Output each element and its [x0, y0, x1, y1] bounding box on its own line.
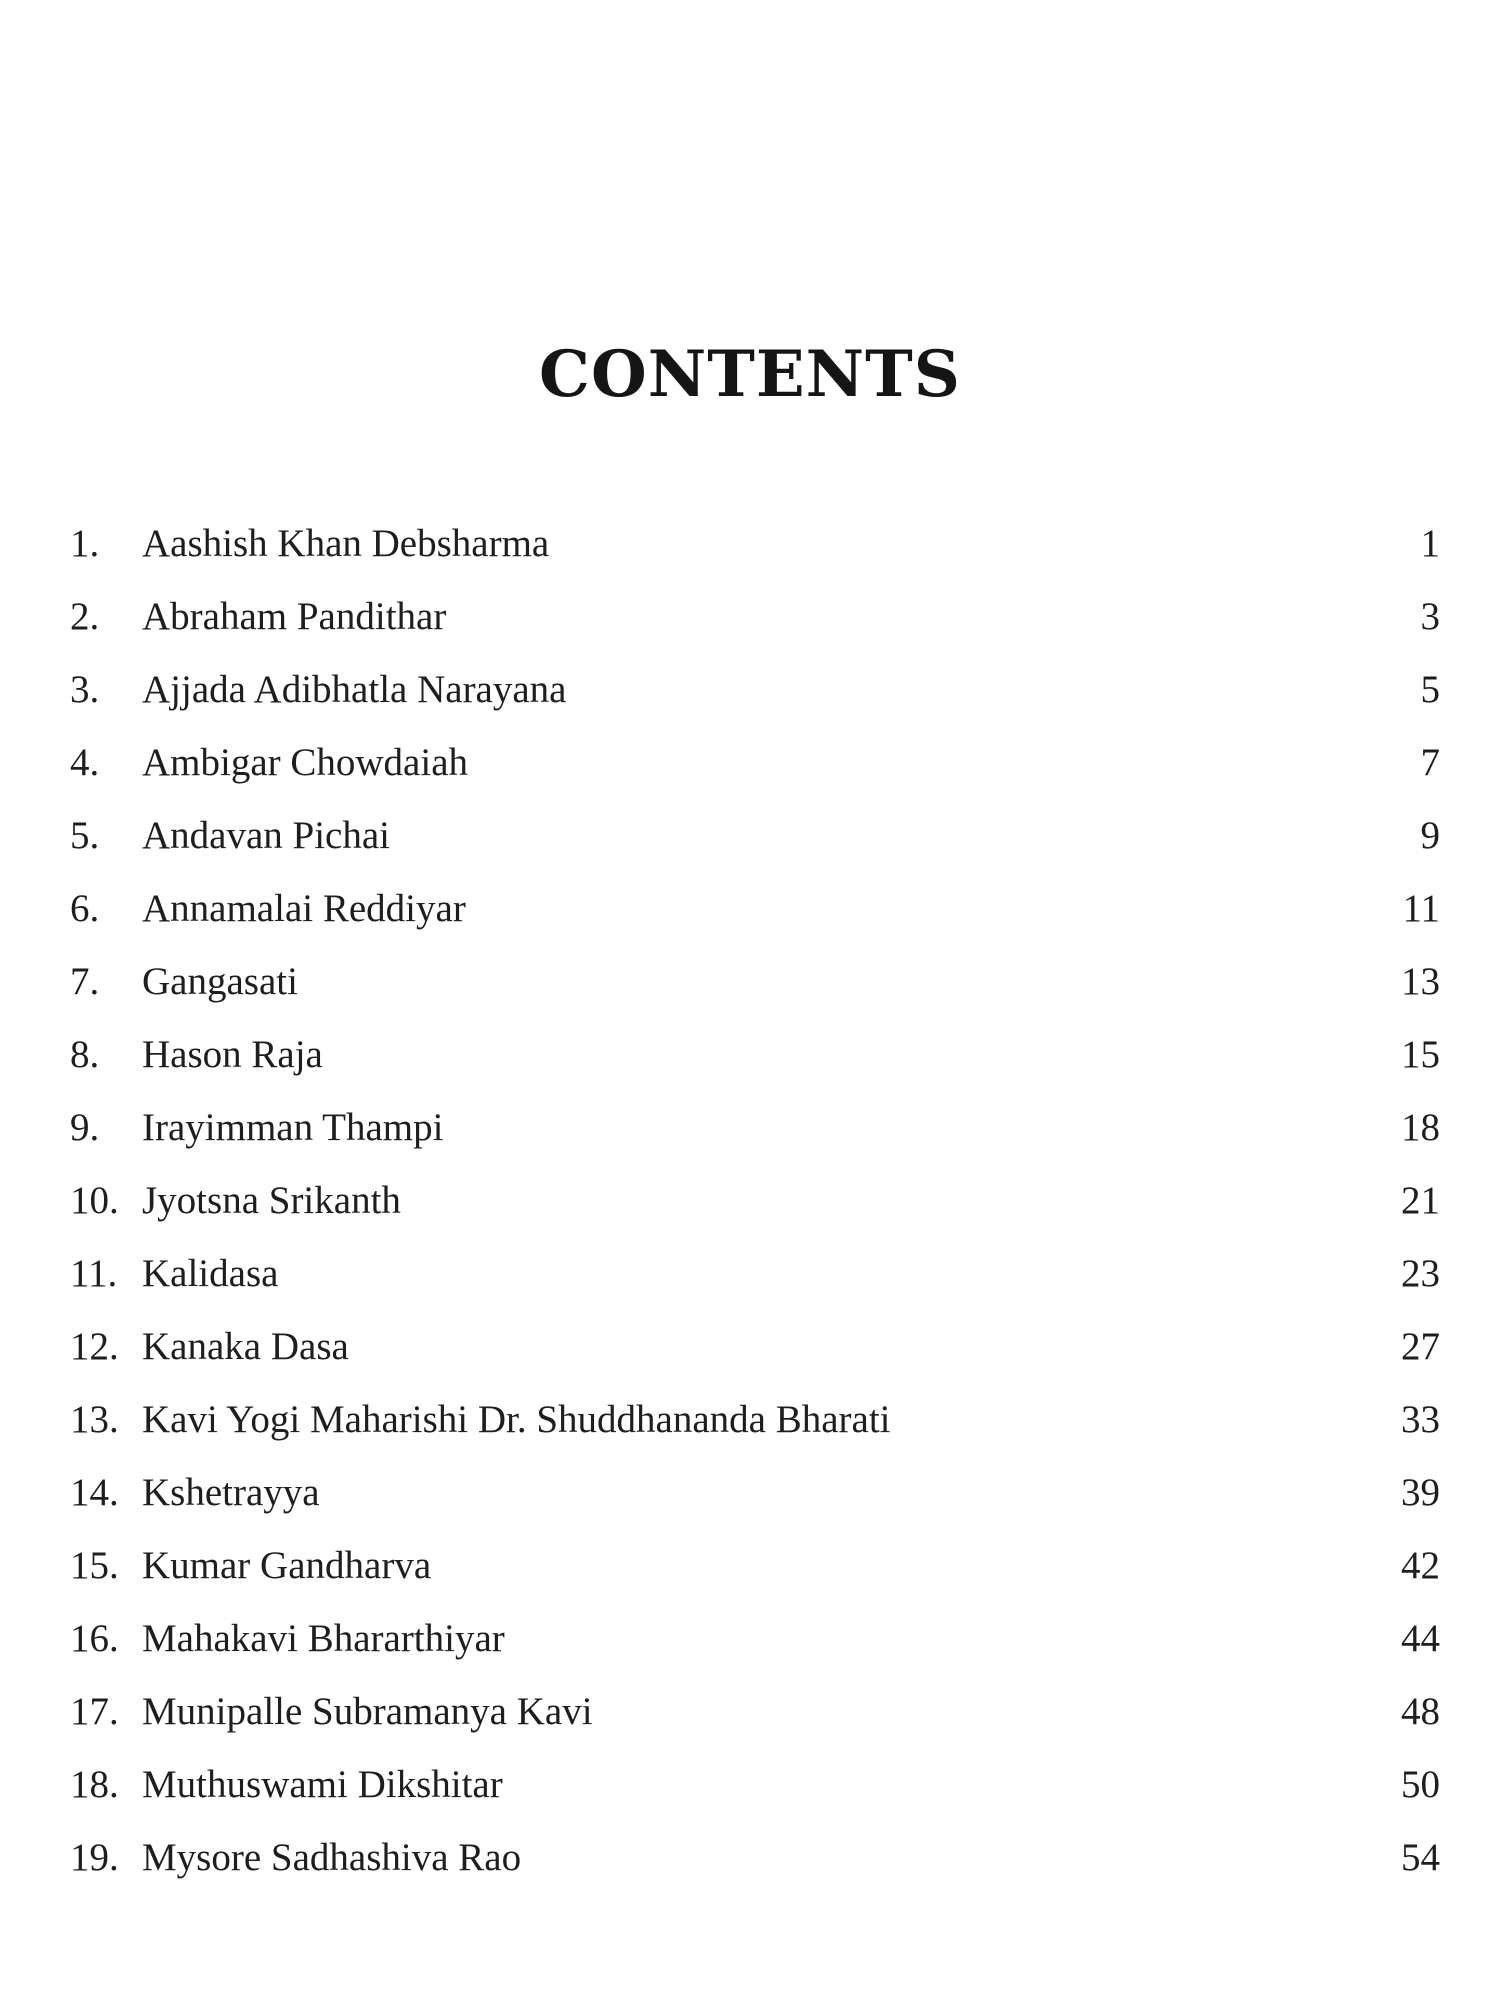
- entry-number: 3.: [70, 668, 100, 711]
- entry-number: 10.: [70, 1179, 119, 1222]
- toc-entry[interactable]: [70, 1605, 1440, 1678]
- page-title: CONTENTS: [539, 336, 961, 412]
- entry-number: 6.: [70, 887, 100, 930]
- toc-entry[interactable]: [70, 1386, 1440, 1459]
- entry-page-number: 50: [1401, 1763, 1440, 1806]
- entry-title: Ajjada Adibhatla Narayana: [142, 668, 567, 711]
- entry-number: 19.: [70, 1836, 119, 1879]
- entry-number: 8.: [70, 1033, 100, 1076]
- entry-title: Kavi Yogi Maharishi Dr. Shuddhananda Bharati: [142, 1398, 891, 1441]
- entry-page-number: 5: [1420, 668, 1440, 711]
- toc-entry[interactable]: [70, 1167, 1440, 1240]
- entry-number: 12.: [70, 1325, 119, 1368]
- entry-title: Gangasati: [142, 960, 298, 1003]
- toc-entry[interactable]: [70, 1824, 1440, 1897]
- entry-number: 5.: [70, 814, 100, 857]
- toc-entry[interactable]: [70, 1021, 1440, 1094]
- entry-title: Muthuswami Dikshitar: [142, 1763, 503, 1806]
- entry-page-number: 11: [1402, 887, 1440, 930]
- entry-title: Kalidasa: [142, 1252, 279, 1295]
- entry-title: Annamalai Reddiyar: [142, 887, 466, 930]
- entry-title: Kanaka Dasa: [142, 1325, 349, 1368]
- toc-entry[interactable]: [70, 510, 1440, 583]
- entry-number: 13.: [70, 1398, 119, 1441]
- entry-number: 1.: [70, 522, 100, 565]
- entry-number: 9.: [70, 1106, 100, 1149]
- entry-title: Munipalle Subramanya Kavi: [142, 1690, 593, 1733]
- entry-title: Mysore Sadhashiva Rao: [142, 1836, 522, 1879]
- entry-title: Mahakavi Bhararthiyar: [142, 1617, 505, 1660]
- entry-page-number: 54: [1401, 1836, 1440, 1879]
- entry-title: Ambigar Chowdaiah: [142, 741, 469, 784]
- entry-page-number: 44: [1401, 1617, 1440, 1660]
- toc-entry[interactable]: [70, 583, 1440, 656]
- entry-page-number: 18: [1401, 1106, 1440, 1149]
- entry-number: 4.: [70, 741, 100, 784]
- toc-entry[interactable]: [70, 1751, 1440, 1824]
- entry-title: Hason Raja: [142, 1033, 323, 1076]
- entry-page-number: 33: [1401, 1398, 1440, 1441]
- entry-page-number: 1: [1420, 522, 1440, 565]
- entry-title: Irayimman Thampi: [142, 1106, 444, 1149]
- entry-page-number: 9: [1420, 814, 1440, 857]
- entry-title: Kshetrayya: [142, 1471, 320, 1514]
- toc-entry[interactable]: [70, 1240, 1440, 1313]
- toc-entry[interactable]: [70, 1678, 1440, 1751]
- toc-entry[interactable]: [70, 656, 1440, 729]
- entry-number: 14.: [70, 1471, 119, 1514]
- entry-page-number: 27: [1401, 1325, 1440, 1368]
- entry-page-number: 48: [1401, 1690, 1440, 1733]
- entry-number: 2.: [70, 595, 100, 638]
- entry-title: Jyotsna Srikanth: [142, 1179, 401, 1222]
- toc-entry[interactable]: [70, 1094, 1440, 1167]
- toc-entry[interactable]: [70, 802, 1440, 875]
- entry-page-number: 21: [1401, 1179, 1440, 1222]
- entry-page-number: 15: [1401, 1033, 1440, 1076]
- toc-entry[interactable]: [70, 948, 1440, 1021]
- entry-page-number: 7: [1420, 741, 1440, 784]
- entry-page-number: 23: [1401, 1252, 1440, 1295]
- toc-entry[interactable]: [70, 729, 1440, 802]
- table-of-contents: [70, 510, 1440, 1897]
- entry-title: Kumar Gandharva: [142, 1544, 432, 1587]
- entry-page-number: 13: [1401, 960, 1440, 1003]
- toc-entry[interactable]: [70, 1459, 1440, 1532]
- entry-title: Abraham Pandithar: [142, 595, 447, 638]
- entry-number: 16.: [70, 1617, 119, 1660]
- entry-number: 7.: [70, 960, 100, 1003]
- entry-page-number: 39: [1401, 1471, 1440, 1514]
- entry-number: 11.: [70, 1252, 118, 1295]
- toc-entry[interactable]: [70, 875, 1440, 948]
- entry-page-number: 3: [1420, 595, 1440, 638]
- entry-title: Aashish Khan Debsharma: [142, 522, 550, 565]
- entry-number: 17.: [70, 1690, 119, 1733]
- entry-number: 15.: [70, 1544, 119, 1587]
- toc-entry[interactable]: [70, 1532, 1440, 1605]
- entry-number: 18.: [70, 1763, 119, 1806]
- entry-title: Andavan Pichai: [142, 814, 391, 857]
- entry-page-number: 42: [1401, 1544, 1440, 1587]
- toc-entry[interactable]: [70, 1313, 1440, 1386]
